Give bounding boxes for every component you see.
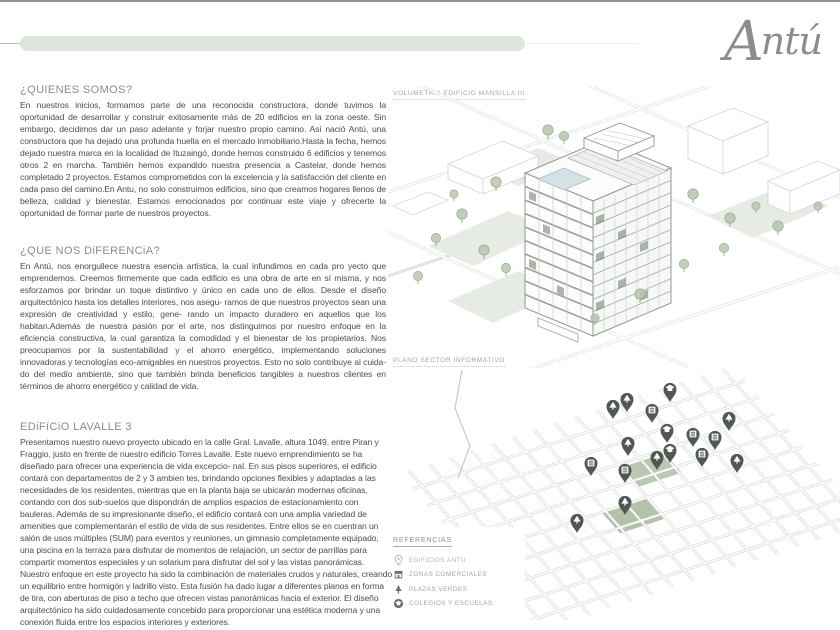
text-column <box>20 84 392 628</box>
tree-symbol <box>773 221 783 235</box>
section-quienes-somos <box>20 84 386 219</box>
brand-logo <box>724 9 828 73</box>
map-legend <box>393 527 525 615</box>
legend-item-edificios-antu <box>393 555 525 566</box>
tree-symbol <box>719 243 728 256</box>
section-title: ¿QUE NOS DiFERENCiA? <box>20 245 161 257</box>
section-title: ¿QUIENES SOMOS? <box>20 84 133 96</box>
tree-symbol <box>457 209 467 223</box>
tree-symbol <box>450 190 458 201</box>
section-body: En Antú, nos enorgullece nuestra esencia artística, la cual infundimos en cada pro yecto que emprendemos. Creemos firmemente que cada edificio es una obra de arte en sí misma, y nos esforzamos por brindar un toque distintivo y único en cada uno de ellos. Desde el diseño arquitectónico hasta los detalles interiores, nos asegu- ramos de que nuestros proyectos sean una expresión de creatividad y estilo, gene- rando un impacto duradero en aquellos que los habitan.Además de nuestra pasión por el arte, nos distinguimos por nuestro enfoque en la eficiencia constructiva, la cual garantiza la comodidad y el bienestar de los propietarios. Nos preocupamos por la sustentabilidad y el ahorro energético, implementando soluciones innovadoras y tecnologías eco-amigables en nuestros proyectos. Esto no solo contribuye al cuida- do del medio ambiente, sino que también brinda beneficios tangibles a nuestros clientes en términos de ahorro energético y calidad de vida. <box>20 261 386 391</box>
pin-icon <box>393 555 404 566</box>
map-pin-school <box>664 383 677 402</box>
map-curved-road <box>455 370 470 478</box>
map-pin-building <box>646 404 659 423</box>
legend-item-zonas-comerciales <box>393 569 525 580</box>
accent-bar-faint-line <box>527 43 639 44</box>
map-pin-tree <box>571 514 584 533</box>
map-pin-building <box>687 428 700 447</box>
section-body: Presentamos nuestro nuevo proyecto ubicado en la calle Gral. Lavalle, altura 1049, entre Piran y Fraggio, justo en frente de nuestro edificio Torres Lavalle. Este nuevo emprendimiento se ha diseñado para ofrecer una experiencia de vida excepcio- nal. En sus pisos superiores, el edificio contará con departamentos de 2 y 3 ambien tes, brindando opciones flexibles y adaptadas a las necesidades de los residentes, mientras que en la planta baja se ubicarán modernas oficinas, contando con dos sub-suelos que dispondrán de amplios espacios de estacionamiento con bauleras. Además de su impresionante diseño, el edificio contará con una amplia variedad de amenities que complementarán el estilo de vida de sus residentes. Entre ellos se en cuentran un salón de usos múltiples (SUM) para eventos y reuniones, un gimnasio completamente equipado, una piscina en la terraza para disfrutar de momentos de relajación, un sector de parrillas para compartir momentos especiales y un solarium para disfrutar del sol y las vistas panorámicas. Nuestro enfoque en este proyecto ha sido la combinación de materiales crudos y naturales, creando un equilibrio entre hormigón y ladrillo visto. Esta fusión ha dado lugar a diferentes planos en forma de tira, con aberturas de piso a techo que ofrecen vistas panorámicas hacia el exterior. El diseño arquitectónico ha sido cuidadosamente concebido para proporcionar una estética moderna y una conexión fluida entre los espacios interiores y exteriores. <box>20 437 392 627</box>
brand-logo-rest: ntú <box>760 19 822 63</box>
map-pin-school <box>661 424 674 443</box>
section-edificio-lavalle <box>20 421 392 628</box>
building-render-illustration <box>388 86 840 368</box>
legend-label: PLAZAS VERDES <box>409 585 468 593</box>
tree-icon <box>393 584 404 595</box>
tree-symbol <box>501 263 510 276</box>
building-icon <box>393 569 404 580</box>
legend-label: ZONAS COMERCIALES <box>409 571 487 578</box>
section-title: EDiFíCiO LAVALLE 3 <box>20 421 132 433</box>
section-que-nos-diferencia <box>20 245 386 392</box>
legend-item-plazas-verdes <box>393 584 525 595</box>
map-pin-tree <box>622 437 635 456</box>
section-body: En nuestros inicios, formamos parte de una reconocida constructora, donde tuvimos la oportunidad de desarrollar y construir exitosamente más de 20 edificios en la zona oeste. Sin embargo, decidimos dar un paso adelante y forjar nuestro propio camino. Así nació Antú, una constructora que ha dejado una profunda huella en el mercado inmobiliario.Hasta la fecha, hemos dejado nuestra marca en la localidad de Ituzaingó, donde hemos construido 6 edificios y tenemos otros 2 en marcha. También hemos expandido nuestra presencia a Castelar, donde hemos completado 2 proyectos. Estamos comprometidos con la excelencia y la satisfacción del cliente en cada paso del camino.En Antu, no solo construimos edificios, sino que creamos hogares llenos de belleza, calidad y bienestar. Estamos emocionados por continuar este viaje y ofrecerte la oportunidad de formar parte de nuestros proyectos. <box>20 100 386 218</box>
top-rule <box>0 0 840 2</box>
school-icon <box>393 598 404 609</box>
map-pin-tree <box>607 400 620 419</box>
legend-item-colegios-escuelas <box>393 598 525 609</box>
accent-bar-tick <box>0 43 21 44</box>
plano-caption: PLANO SECTOR INFORMATIVO <box>393 357 505 367</box>
brand-logo-initial: A <box>724 9 761 73</box>
tree-symbol <box>688 189 698 203</box>
map-pin-building <box>619 464 632 483</box>
legend-label: EDIFICIOS ANTU <box>409 556 467 564</box>
tree-symbol <box>559 131 568 144</box>
legend-label: COLEGIOS Y ESCUELAS <box>409 600 493 607</box>
tree-symbol <box>413 271 422 284</box>
legend-title: REFERENCIAS <box>393 535 452 547</box>
accent-bar <box>20 36 525 51</box>
tree-symbol <box>679 259 688 272</box>
volumetria-caption: VOLUMETRIA EDIFICIO MANSILLA III <box>393 90 525 100</box>
